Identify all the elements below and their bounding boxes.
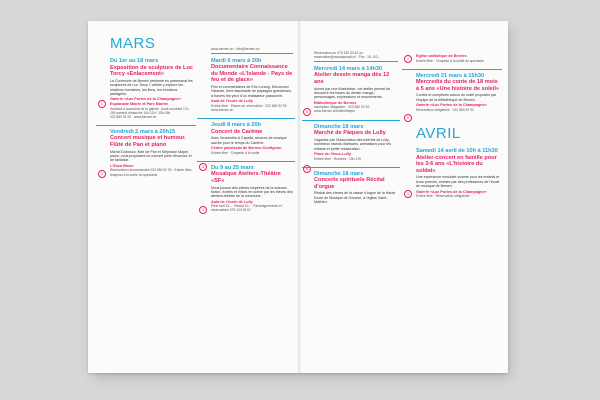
event-contact: Plein tarif 15.- · Réduit 10.- · Renseignements et réservations 079 123 45 67 [211, 204, 282, 213]
event-title: Concert de Carême [211, 128, 263, 135]
event-venue: Aula de l'école de Lully [211, 99, 253, 104]
event-description: Une expérience musicale vivante pour les enfants et leurs parents, animée par des professeurs de l'école de musique de Bernex. [416, 175, 500, 189]
event-church-location [402, 51, 502, 66]
location-number-badge: 9 [404, 190, 412, 198]
divider [211, 53, 293, 54]
location-number-badge: 3 [199, 163, 207, 171]
event-description: Michel Dubosco, flûte de Pan et Stéphane Mayer, piano, vous proposent un concert plein d'humour et de fantaisie. [110, 149, 192, 163]
event-title: Atelier-concert en famille pour les 3-6 ans «L'histoire du soldat» [416, 154, 497, 174]
column-1 [96, 21, 196, 373]
column-topline: www.bernex.ch · info@bernex.ch [211, 47, 260, 51]
brochure-spread [88, 21, 508, 373]
event-family-concert [402, 146, 502, 201]
event-venue: Bibliothèque de Bernex [314, 100, 357, 105]
event-description: Récital des élèves de la classe d'orgue de la Haute Ecole de Musique de Genève, à l'église Saint-Mathieu. [314, 191, 396, 205]
event-contact: Entrée libre · Chapeau à la sortie [211, 150, 260, 155]
event-title: Mosaïque Ateliers-Théâtre «SF» [211, 171, 281, 184]
event-storytelling [402, 69, 502, 120]
location-number-badge: 4 [199, 206, 207, 214]
event-easter-market [302, 120, 400, 171]
event-contact: Entrée libre · Chapeau à la sortie du spectacle [416, 58, 484, 63]
event-venue: Aula de l'école de Lully [211, 199, 253, 204]
location-number-badge: 2 [98, 170, 106, 178]
location-number-badge: 1 [98, 100, 106, 108]
event-title: Exposition de sculpture de Luc Torcy «Enlacement» [110, 64, 193, 78]
column-3 [302, 21, 400, 373]
event-title: Concert musique et humour. Flûte de Pan et piano [110, 135, 186, 149]
event-venue: Eglise catholique de Bernex [416, 54, 467, 58]
event-title: Documentaire Connaissance du Monde «L'Islande - Pays de feu et de glace» [211, 64, 293, 84]
event-contact: Réservation obligatoire · 022 850 92 92 [416, 107, 474, 112]
event-date: Mardi 6 mars à 20h [211, 57, 262, 64]
event-title: Concerts spirituels Récital d'orgue [314, 177, 385, 190]
event-venue: Place du Vieux-Lully [314, 151, 351, 156]
event-date: Dimanche 18 mars [314, 123, 364, 130]
april-heading: AVRIL [416, 124, 461, 142]
event-date: Mercredi 14 mars à 14h30 [314, 65, 383, 72]
event-title: Atelier dessin manga dès 12 ans [314, 72, 390, 85]
event-organ-recital [302, 167, 400, 208]
event-sculpture [96, 56, 196, 122]
event-description: La Commune de Bernex présente en partenariat les sculptures de Luc Torcy. L'artiste y explore les relations humaines, les liens, les émotions partagées. [110, 78, 193, 96]
event-description: Film et commentaires de Eric Lorang. Découvrez l'Islande, terre fascinante de paysages grandioses, à travers les yeux d'un réalisateur passionné. [211, 85, 292, 98]
event-manga-workshop [302, 64, 400, 117]
event-contact: Inscription obligatoire · 022 850 92 92 · www.bernex.ch/bibliotheque [314, 105, 372, 114]
event-contact: Entrée libre · Horaires : 10h-17h [314, 156, 362, 161]
event-date: Dimanche 18 mars [314, 170, 364, 177]
event-description: Organisé par l'Association des Intérêts de Lully, nombreux stands d'artisans, animations pour les enfants et petite restauration. [314, 137, 391, 151]
divider [314, 61, 398, 62]
event-date: Du 9 au 25 mars [211, 164, 254, 171]
event-venue: Galerie «Aux Portes de la Champagne» [416, 189, 487, 194]
march-heading: MARS [110, 35, 156, 52]
location-number-badge: 5 [303, 108, 311, 116]
event-venue: Centre paroissial de Bernex-Confignon [211, 146, 282, 151]
event-venue: Galerie «Aux Portes de la Champagne» [416, 103, 487, 108]
event-venue: L'Esca Bleue [110, 163, 134, 168]
event-contact: 022 850 92 92 · www.bernex.ch [110, 114, 157, 119]
event-date: Mercredi 21 mars à 15h30 [416, 72, 485, 79]
event-contact: Entrée libre · Places en réservation · 022 850 92 92 · www.bernex.ch [211, 103, 289, 112]
event-description: Avec l'ensemble A Capella, œuvres de musique sacrée pour le temps du Carême. [211, 136, 287, 145]
center-fold [297, 21, 301, 373]
event-contact: Entrée libre · Réservation obligatoire [416, 194, 470, 199]
event-theatre [197, 161, 295, 216]
event-date: Jeudi 8 mars à 20h [211, 122, 262, 129]
column-topline: Réservation au 079 430 30 42 ou reservation@mosaiqueatl.ch · Prix : 15.-/10.- [314, 51, 380, 60]
column-2 [197, 21, 295, 373]
event-title: Marché de Pâques de Lully [314, 130, 386, 137]
event-venue: Galerie «Aux Portes de la Champagne» Esplanade Mairie et Parc Marine [110, 97, 181, 106]
event-date: Du 1er au 18 mars [110, 58, 159, 64]
location-number-badge: 6 [303, 165, 311, 173]
location-number-badge: 8 [404, 114, 412, 122]
event-description: Animé par une illustratrice, cet atelier permet de découvrir les bases du dessin manga : personnages, expressions et mouvements. [314, 86, 391, 100]
column-4 [402, 21, 502, 373]
event-date: Samedi 14 avril de 10h à 11h30 [416, 147, 498, 154]
event-concert-flute [96, 125, 196, 180]
event-documentary [197, 56, 295, 115]
event-description: Nous jouons des pièces inspirées de la science-fiction, écrites et mises en scène par les élèves des ateliers-théâtre de la commune. [211, 185, 293, 199]
event-title: Mercredis du conte de 18 mois à 5 ans «Une histoire de soleil» [416, 79, 500, 92]
event-contact: Réservation recommandée 022 850 92 92 · Entrée libre, chapeau à la sortie du spectacle [110, 168, 193, 177]
event-description: Contes et comptines autour du soleil proposés par l'équipe de la bibliothèque de Bernex. [416, 93, 497, 102]
event-date: Vendredi 2 mars à 20h15 [110, 128, 176, 135]
location-number-badge: 7 [404, 55, 412, 63]
event-hours: Horaires d'ouverture de la galerie : jeudi-vendredi 17h-20h samedi-dimanche 10h-12h / 15h-18h [110, 106, 190, 115]
